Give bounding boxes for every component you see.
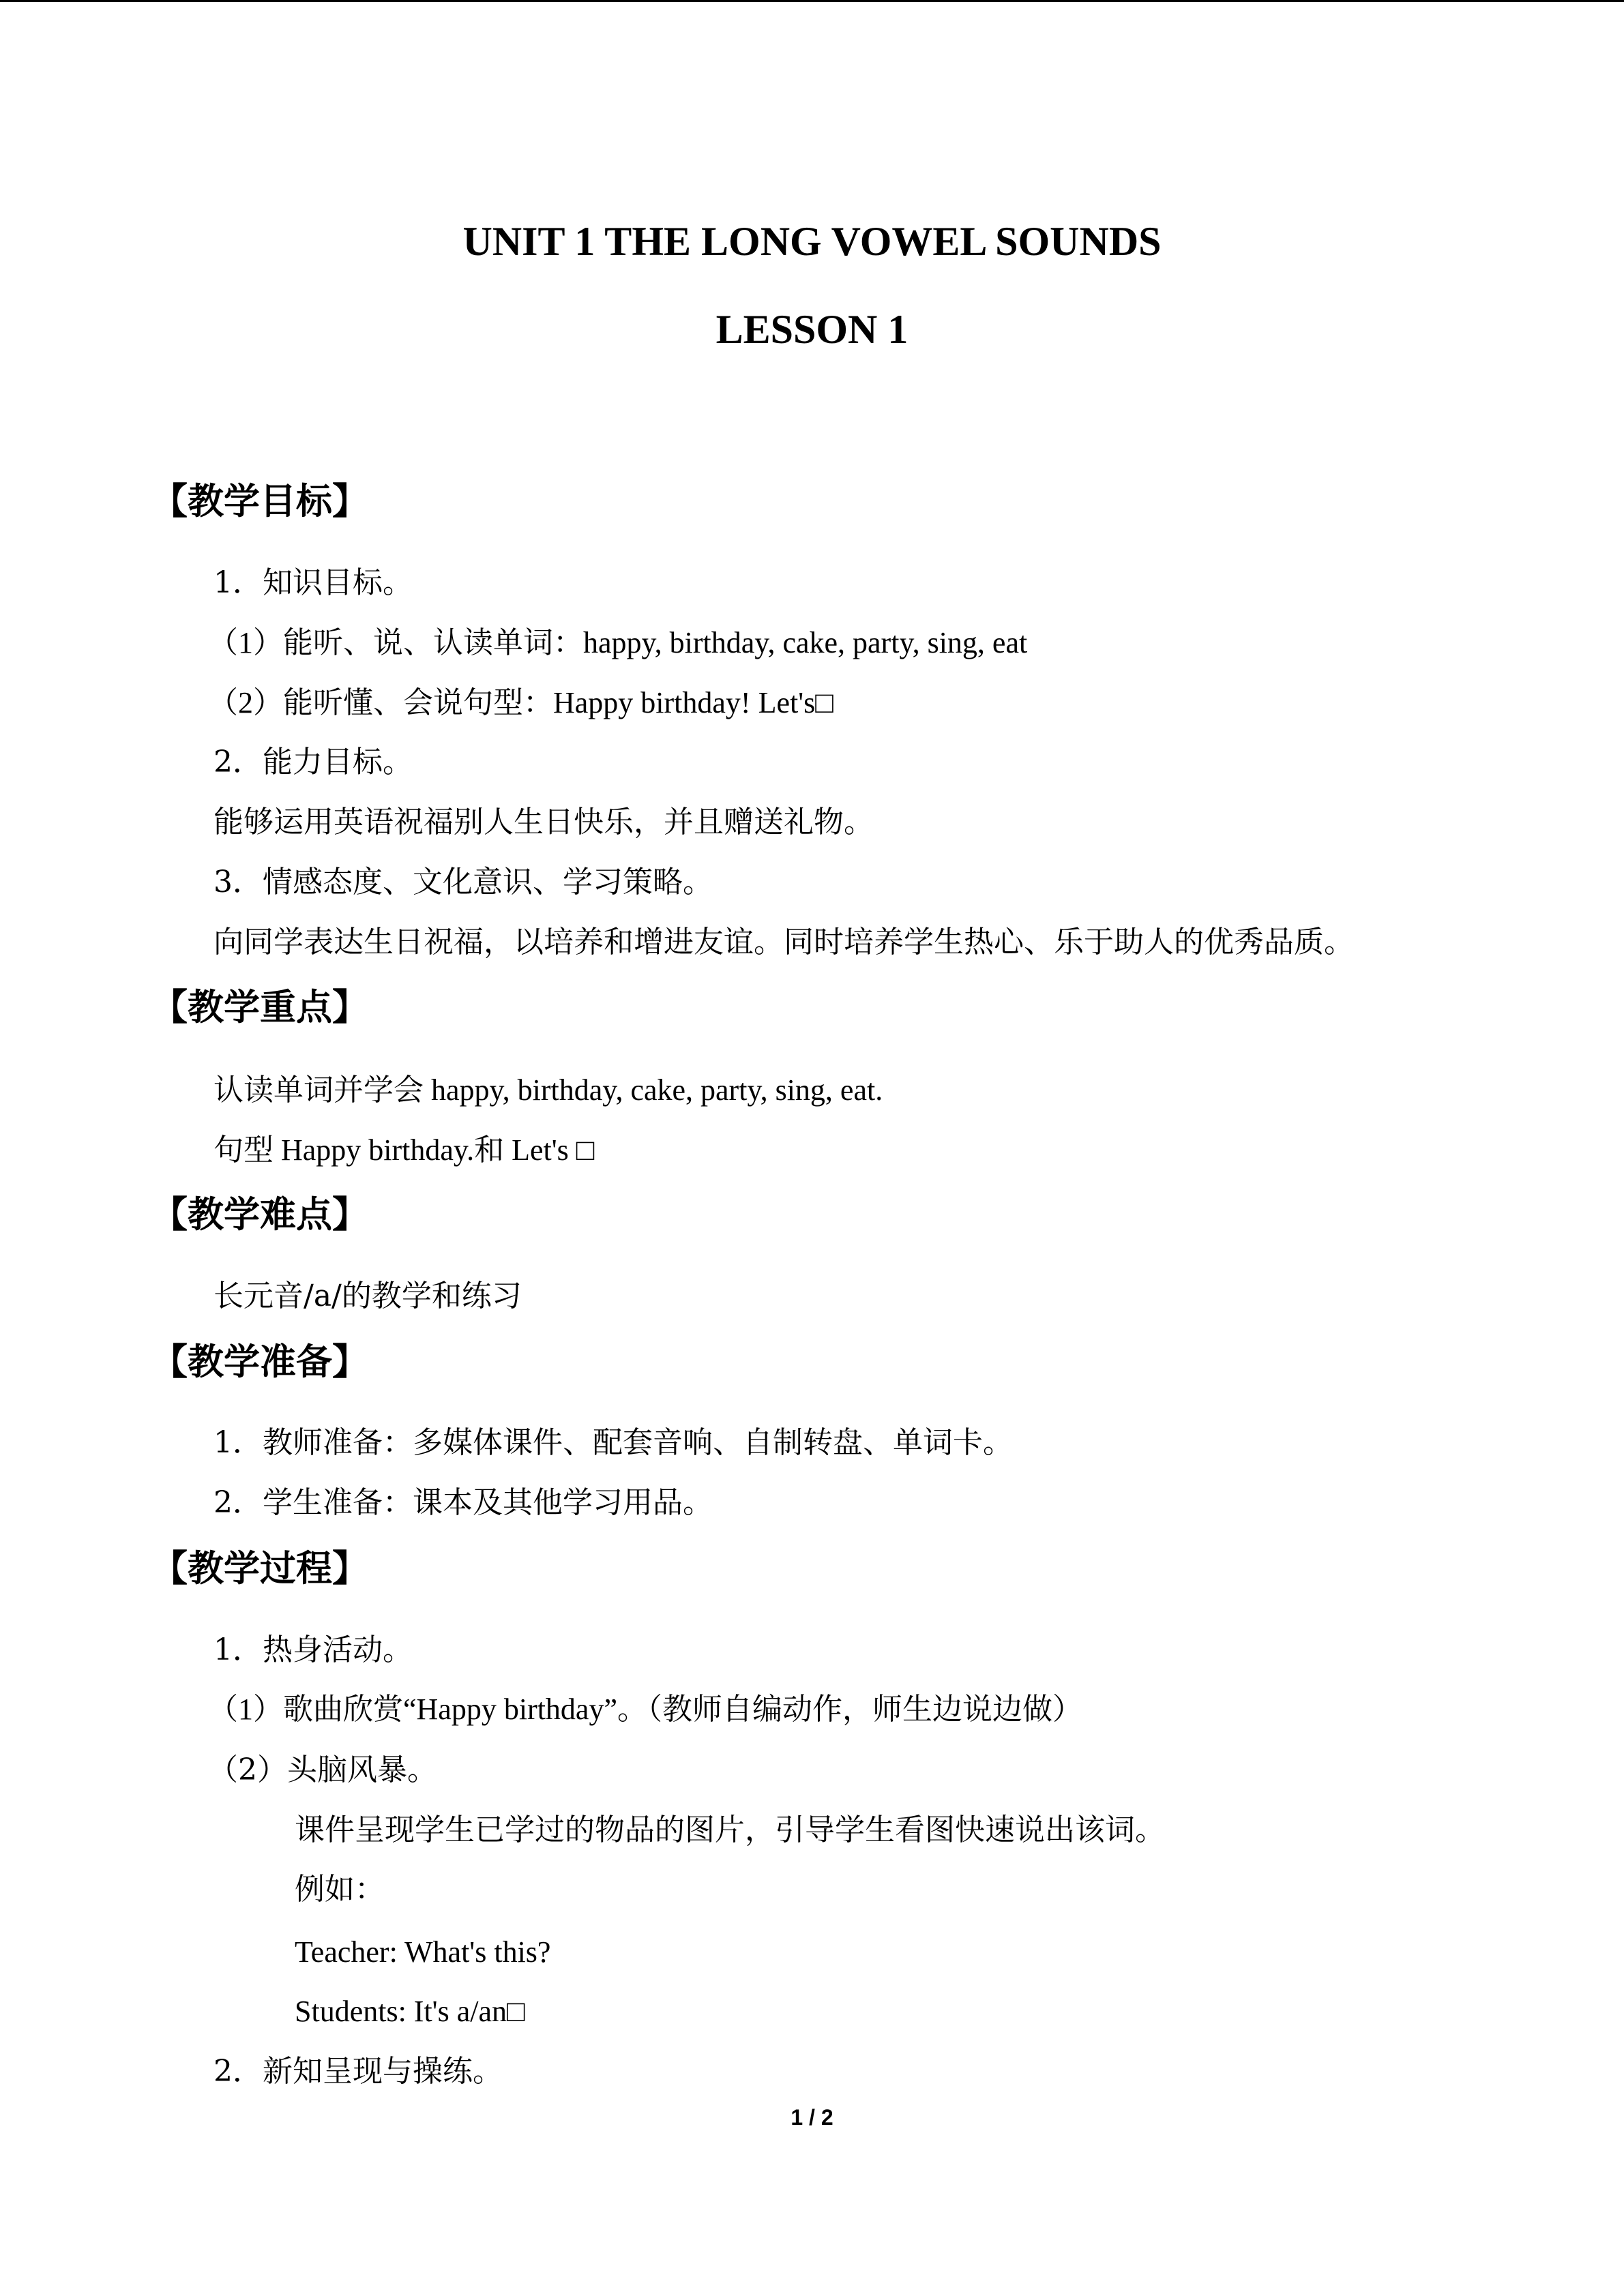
preparation-line-1: 1．教师准备：多媒体课件、配套音响、自制转盘、单词卡。 <box>213 1425 1013 1460</box>
heading-objectives: 【教学目标】 <box>151 480 368 522</box>
objectives-line-2: （1）能听、说、认读单词：happy, birthday, cake, party, sing, eat <box>208 626 1028 659</box>
key-points-line-2: 句型 Happy birthday.和 Let's □ <box>213 1133 595 1167</box>
objectives-line-7: 向同学表达生日祝福，以培养和增进友谊。同时培养学生热心、乐于助人的优秀品质。 <box>213 925 1354 959</box>
preparation-line-2: 2．学生准备：课本及其他学习用品。 <box>213 1485 713 1520</box>
process-line-5: 例如： <box>295 1872 385 1907</box>
page-number: 1 / 2 <box>791 2105 833 2130</box>
difficulties-line-1: 长元音/a/的教学和练习 <box>213 1279 522 1313</box>
process-line-7: Students: It's a/an□ <box>295 1995 525 2028</box>
objectives-line-3: （2）能听懂、会说句型：Happy birthday! Let's□ <box>208 686 833 719</box>
heading-process: 【教学过程】 <box>151 1547 368 1590</box>
title-lesson: LESSON 1 <box>715 307 909 352</box>
process-line-8: 2．新知呈现与操练。 <box>213 2054 503 2089</box>
objectives-line-4: 2．能力目标。 <box>213 745 413 779</box>
objectives-line-6: 3．情感态度、文化意识、学习策略。 <box>213 865 713 899</box>
process-line-2: （1）歌曲欣赏“Happy birthday”。（教师自编动作，师生边说边做） <box>208 1693 1082 1726</box>
process-line-3: （2）头脑风暴。 <box>208 1753 437 1787</box>
process-line-6: Teacher: What's this? <box>295 1935 551 1969</box>
objectives-line-1: 1．知识目标。 <box>213 565 413 600</box>
heading-key-points: 【教学重点】 <box>151 986 368 1028</box>
heading-preparation: 【教学准备】 <box>151 1341 368 1383</box>
process-line-4: 课件呈现学生已学过的物品的图片，引导学生看图快速说出该词。 <box>295 1813 1165 1847</box>
title-unit: UNIT 1 THE LONG VOWEL SOUNDS <box>462 219 1162 264</box>
key-points-line-1: 认读单词并学会 happy, birthday, cake, party, sing, eat. <box>213 1073 883 1107</box>
heading-difficulties: 【教学难点】 <box>151 1193 368 1236</box>
objectives-line-5: 能够运用英语祝福别人生日快乐，并且赠送礼物。 <box>213 805 874 839</box>
process-line-1: 1．热身活动。 <box>213 1632 413 1667</box>
